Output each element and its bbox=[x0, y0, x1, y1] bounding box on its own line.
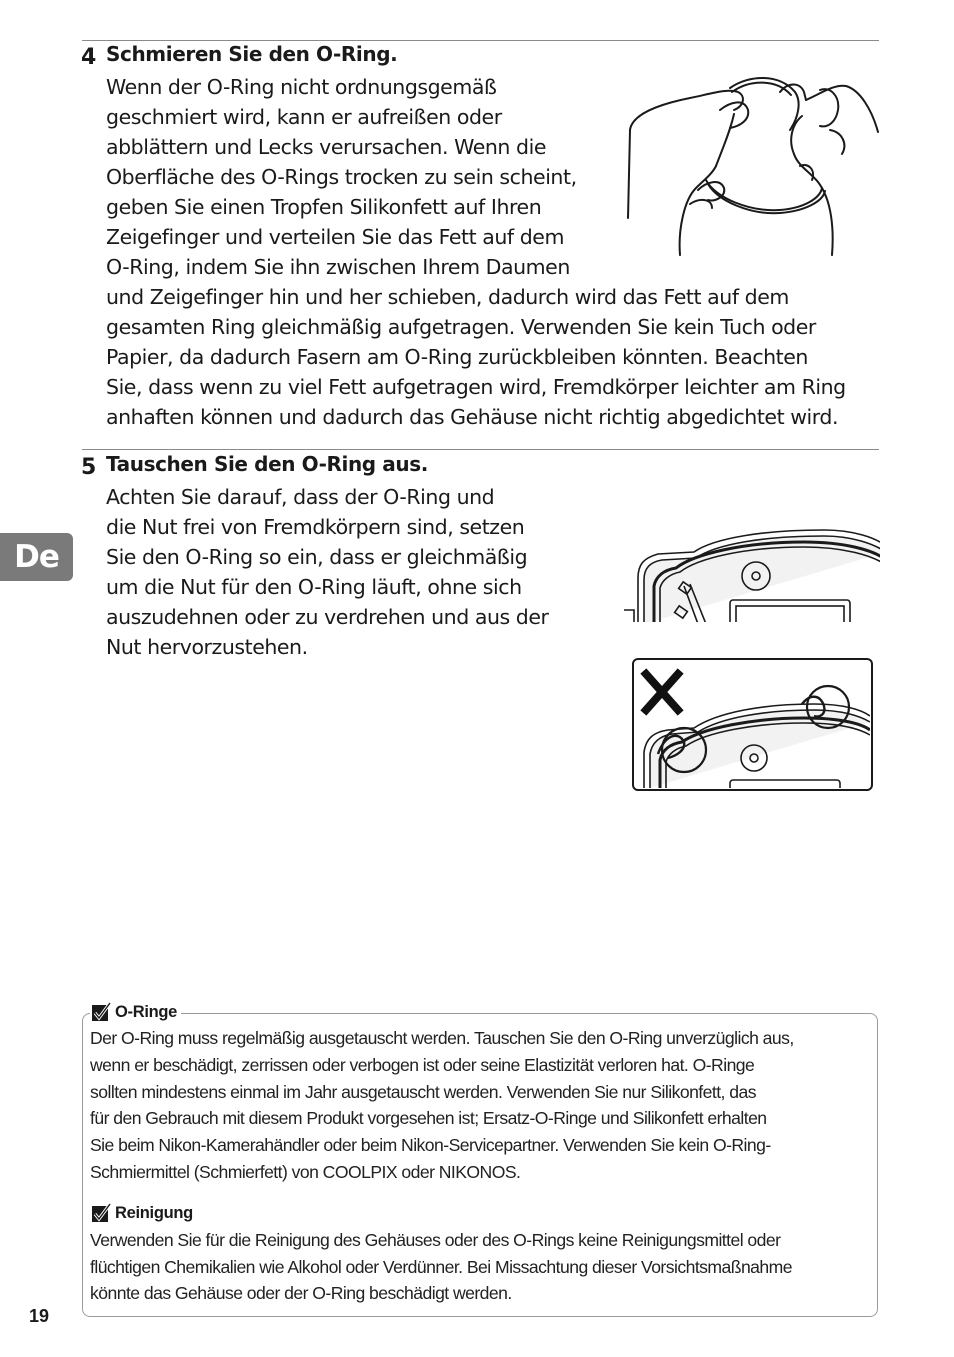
step-5-line: Achten Sie darauf, dass der O-Ring und bbox=[106, 485, 495, 509]
o-ring-correct-installation-illustration bbox=[624, 520, 882, 624]
note-line: könnte das Gehäuse oder der O-Ring beschädigt werden. bbox=[90, 1283, 512, 1303]
step-4-line: gesamten Ring gleichmäßig aufgetragen. Verwenden Sie kein Tuch oder bbox=[106, 315, 816, 339]
hands-lubricating-o-ring-illustration bbox=[620, 70, 882, 260]
step-4-line: Papier, da dadurch Fasern am O-Ring zurückbleiben könnten. Beachten bbox=[106, 345, 808, 369]
step-4-line: geschmiert wird, kann er aufreißen oder bbox=[106, 105, 502, 129]
note-line: flüchtigen Chemikalien wie Alkohol oder Verdünner. Bei Missachtung dieser Vorsichtsmaßnahme bbox=[90, 1257, 792, 1277]
step-4-title: Schmieren Sie den O-Ring. bbox=[106, 42, 398, 66]
step-5-line: auszudehnen oder zu verdrehen und aus der bbox=[106, 605, 549, 629]
step-4-line: anhaften können und dadurch das Gehäuse nicht richtig abgedichtet wird. bbox=[106, 405, 839, 429]
step-4-line: Zeigefinger und verteilen Sie das Fett auf dem bbox=[106, 225, 564, 249]
note-title-cleaning: Reinigung bbox=[115, 1203, 193, 1222]
note-line: Verwenden Sie für die Reinigung des Gehäuses oder des O-Rings keine Reinigungsmittel oder bbox=[90, 1230, 781, 1250]
step-4-line: O-Ring, indem Sie ihn zwischen Ihrem Daumen bbox=[106, 255, 570, 279]
step-5-line: um die Nut für den O-Ring läuft, ohne sich bbox=[106, 575, 522, 599]
o-ring-incorrect-installation-illustration bbox=[634, 660, 870, 788]
step-4-line: abblättern und Lecks verursachen. Wenn die bbox=[106, 135, 546, 159]
step-4-line: Wenn der O-Ring nicht ordnungsgemäß bbox=[106, 75, 497, 99]
step-5-line: Sie den O-Ring so ein, dass er gleichmäßig bbox=[106, 545, 528, 569]
note-line: Schmiermittel (Schmierfett) von COOLPIX oder NIKONOS. bbox=[90, 1162, 521, 1182]
section-rule-step-4 bbox=[82, 40, 879, 41]
incorrect-cross-mark-icon bbox=[646, 674, 678, 710]
note-heading-o-rings bbox=[90, 1001, 181, 1023]
step-number-4: 4 bbox=[81, 45, 96, 70]
step-4-line: Sie, dass wenn zu viel Fett aufgetragen wird, Fremdkörper leichter am Ring bbox=[106, 375, 846, 399]
checkmark-icon bbox=[90, 1001, 112, 1023]
step-4-line: geben Sie einen Tropfen Silikonfett auf Ihren bbox=[106, 195, 542, 219]
step-4-line: und Zeigefinger hin und her schieben, dadurch wird das Fett auf dem bbox=[106, 285, 789, 309]
section-rule-step-5 bbox=[82, 449, 879, 450]
note-heading-cleaning bbox=[90, 1202, 197, 1224]
step-5-line: die Nut frei von Fremdkörpern sind, setzen bbox=[106, 515, 525, 539]
step-5-line: Nut hervorzustehen. bbox=[106, 635, 308, 659]
note-line: für den Gebrauch mit diesem Produkt vorgesehen ist; Ersatz-O-Ringe und Silikonfett erhalten bbox=[90, 1108, 767, 1128]
note-line: Der O-Ring muss regelmäßig ausgetauscht werden. Tauschen Sie den O-Ring unverzüglich aus, bbox=[90, 1028, 794, 1048]
note-line: sollten mindestens einmal im Jahr ausgetauscht werden. Verwenden Sie nur Silikonfett, das bbox=[90, 1082, 756, 1102]
page-number: 19 bbox=[29, 1306, 50, 1326]
o-ring-incorrect-installation-frame bbox=[632, 658, 873, 791]
note-title-o-rings: O-Ringe bbox=[115, 1002, 178, 1021]
step-number-5: 5 bbox=[81, 455, 96, 480]
checkmark-icon bbox=[90, 1202, 112, 1224]
step-4-line: Oberfläche des O-Rings trocken zu sein scheint, bbox=[106, 165, 577, 189]
step-5-title: Tauschen Sie den O-Ring aus. bbox=[106, 452, 428, 476]
note-line: Sie beim Nikon-Kamerahändler oder beim Nikon-Servicepartner. Verwenden Sie kein O-Ring- bbox=[90, 1135, 771, 1155]
language-tab: De bbox=[0, 533, 73, 581]
note-line: wenn er beschädigt, zerrissen oder verbogen ist oder seine Elastizität verloren hat. O-Ringe bbox=[90, 1055, 755, 1075]
